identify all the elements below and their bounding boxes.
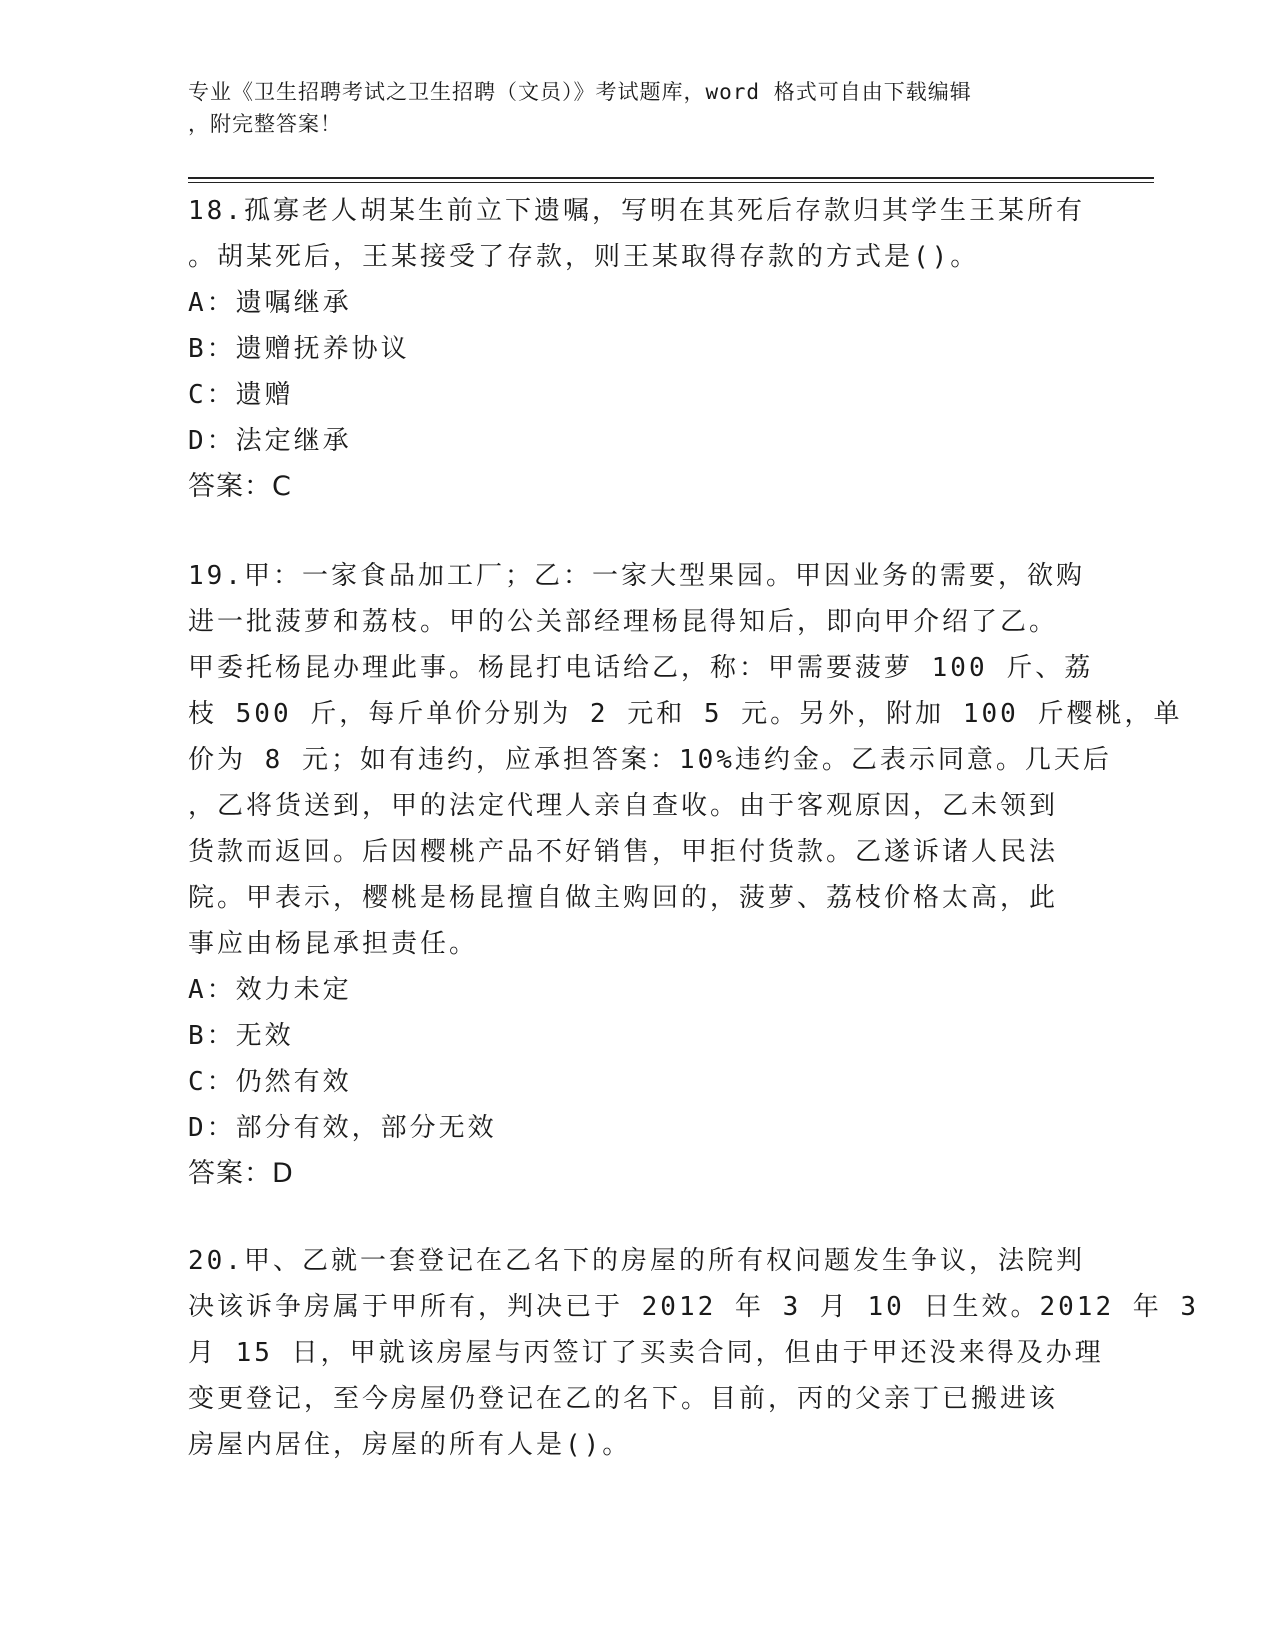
answer-text: 答案：D [188,1158,294,1189]
question-19 [188,553,1183,1197]
option-d: D：部分有效，部分无效 [188,1113,497,1143]
header-divider-thin [188,182,1154,183]
question-stem-line: 决该诉争房属于甲所有，判决已于 2012 年 3 月 10 日生效。2012 年 3 [188,1292,1200,1322]
question-stem-line: 进一批菠萝和荔枝。甲的公关部经理杨昆得知后，即向甲介绍了乙。 [188,607,1059,637]
question-stem-line: 货款而返回。后因樱桃产品不好销售，甲拒付货款。乙遂诉诸人民法 [188,837,1059,867]
header-line-1: 专业《卫生招聘考试之卫生招聘（文员）》考试题库，word 格式可自由下载编辑 [188,80,972,104]
option-b: B：无效 [188,1021,294,1051]
question-stem-line: 19.甲：一家食品加工厂；乙：一家大型果园。甲因业务的需要，欲购 [188,561,1085,591]
question-stem-line: 事应由杨昆承担责任。 [188,929,479,959]
option-c: C：仍然有效 [188,1067,352,1097]
question-stem-line: 甲委托杨昆办理此事。杨昆打电话给乙，称：甲需要菠萝 100 斤、荔 [188,653,1094,683]
header-line-2: ，附完整答案！ [188,112,342,136]
question-stem-line: 变更登记，至今房屋仍登记在乙的名下。目前，丙的父亲丁已搬进该 [188,1384,1059,1414]
question-stem-line: 价为 8 元；如有违约，应承担答案：10%违约金。乙表示同意。几天后 [188,745,1112,775]
question-18 [188,188,1088,510]
question-stem-line: 。胡某死后，王某接受了存款，则王某取得存款的方式是()。 [188,242,980,272]
question-stem-line: 院。甲表示，樱桃是杨昆擅自做主购回的，菠萝、荔枝价格太高，此 [188,883,1059,913]
option-a: A：效力未定 [188,975,352,1005]
option-b: B：遗赠抚养协议 [188,334,410,364]
question-stem-line: 月 15 日，甲就该房屋与丙签订了买卖合同，但由于甲还没来得及办理 [188,1338,1104,1368]
answer-text: 答案：C [188,471,292,502]
document-header [188,76,1068,140]
option-c: C：遗赠 [188,380,294,410]
question-stem-line: 20.甲、乙就一套登记在乙名下的房屋的所有权问题发生争议，法院判 [188,1246,1085,1276]
option-a: A：遗嘱继承 [188,288,352,318]
question-stem-line: ，乙将货送到，甲的法定代理人亲自查收。由于客观原因，乙未领到 [188,791,1059,821]
question-stem-line: 房屋内居住，房屋的所有人是()。 [188,1430,632,1460]
option-d: D：法定继承 [188,426,352,456]
question-stem-line: 18.孤寡老人胡某生前立下遗嘱，写明在其死后存款归其学生王某所有 [188,196,1085,226]
question-20 [188,1238,1200,1468]
header-divider-thick [188,177,1154,179]
question-stem-line: 枝 500 斤，每斤单价分别为 2 元和 5 元。另外，附加 100 斤樱桃，单 [188,699,1183,729]
